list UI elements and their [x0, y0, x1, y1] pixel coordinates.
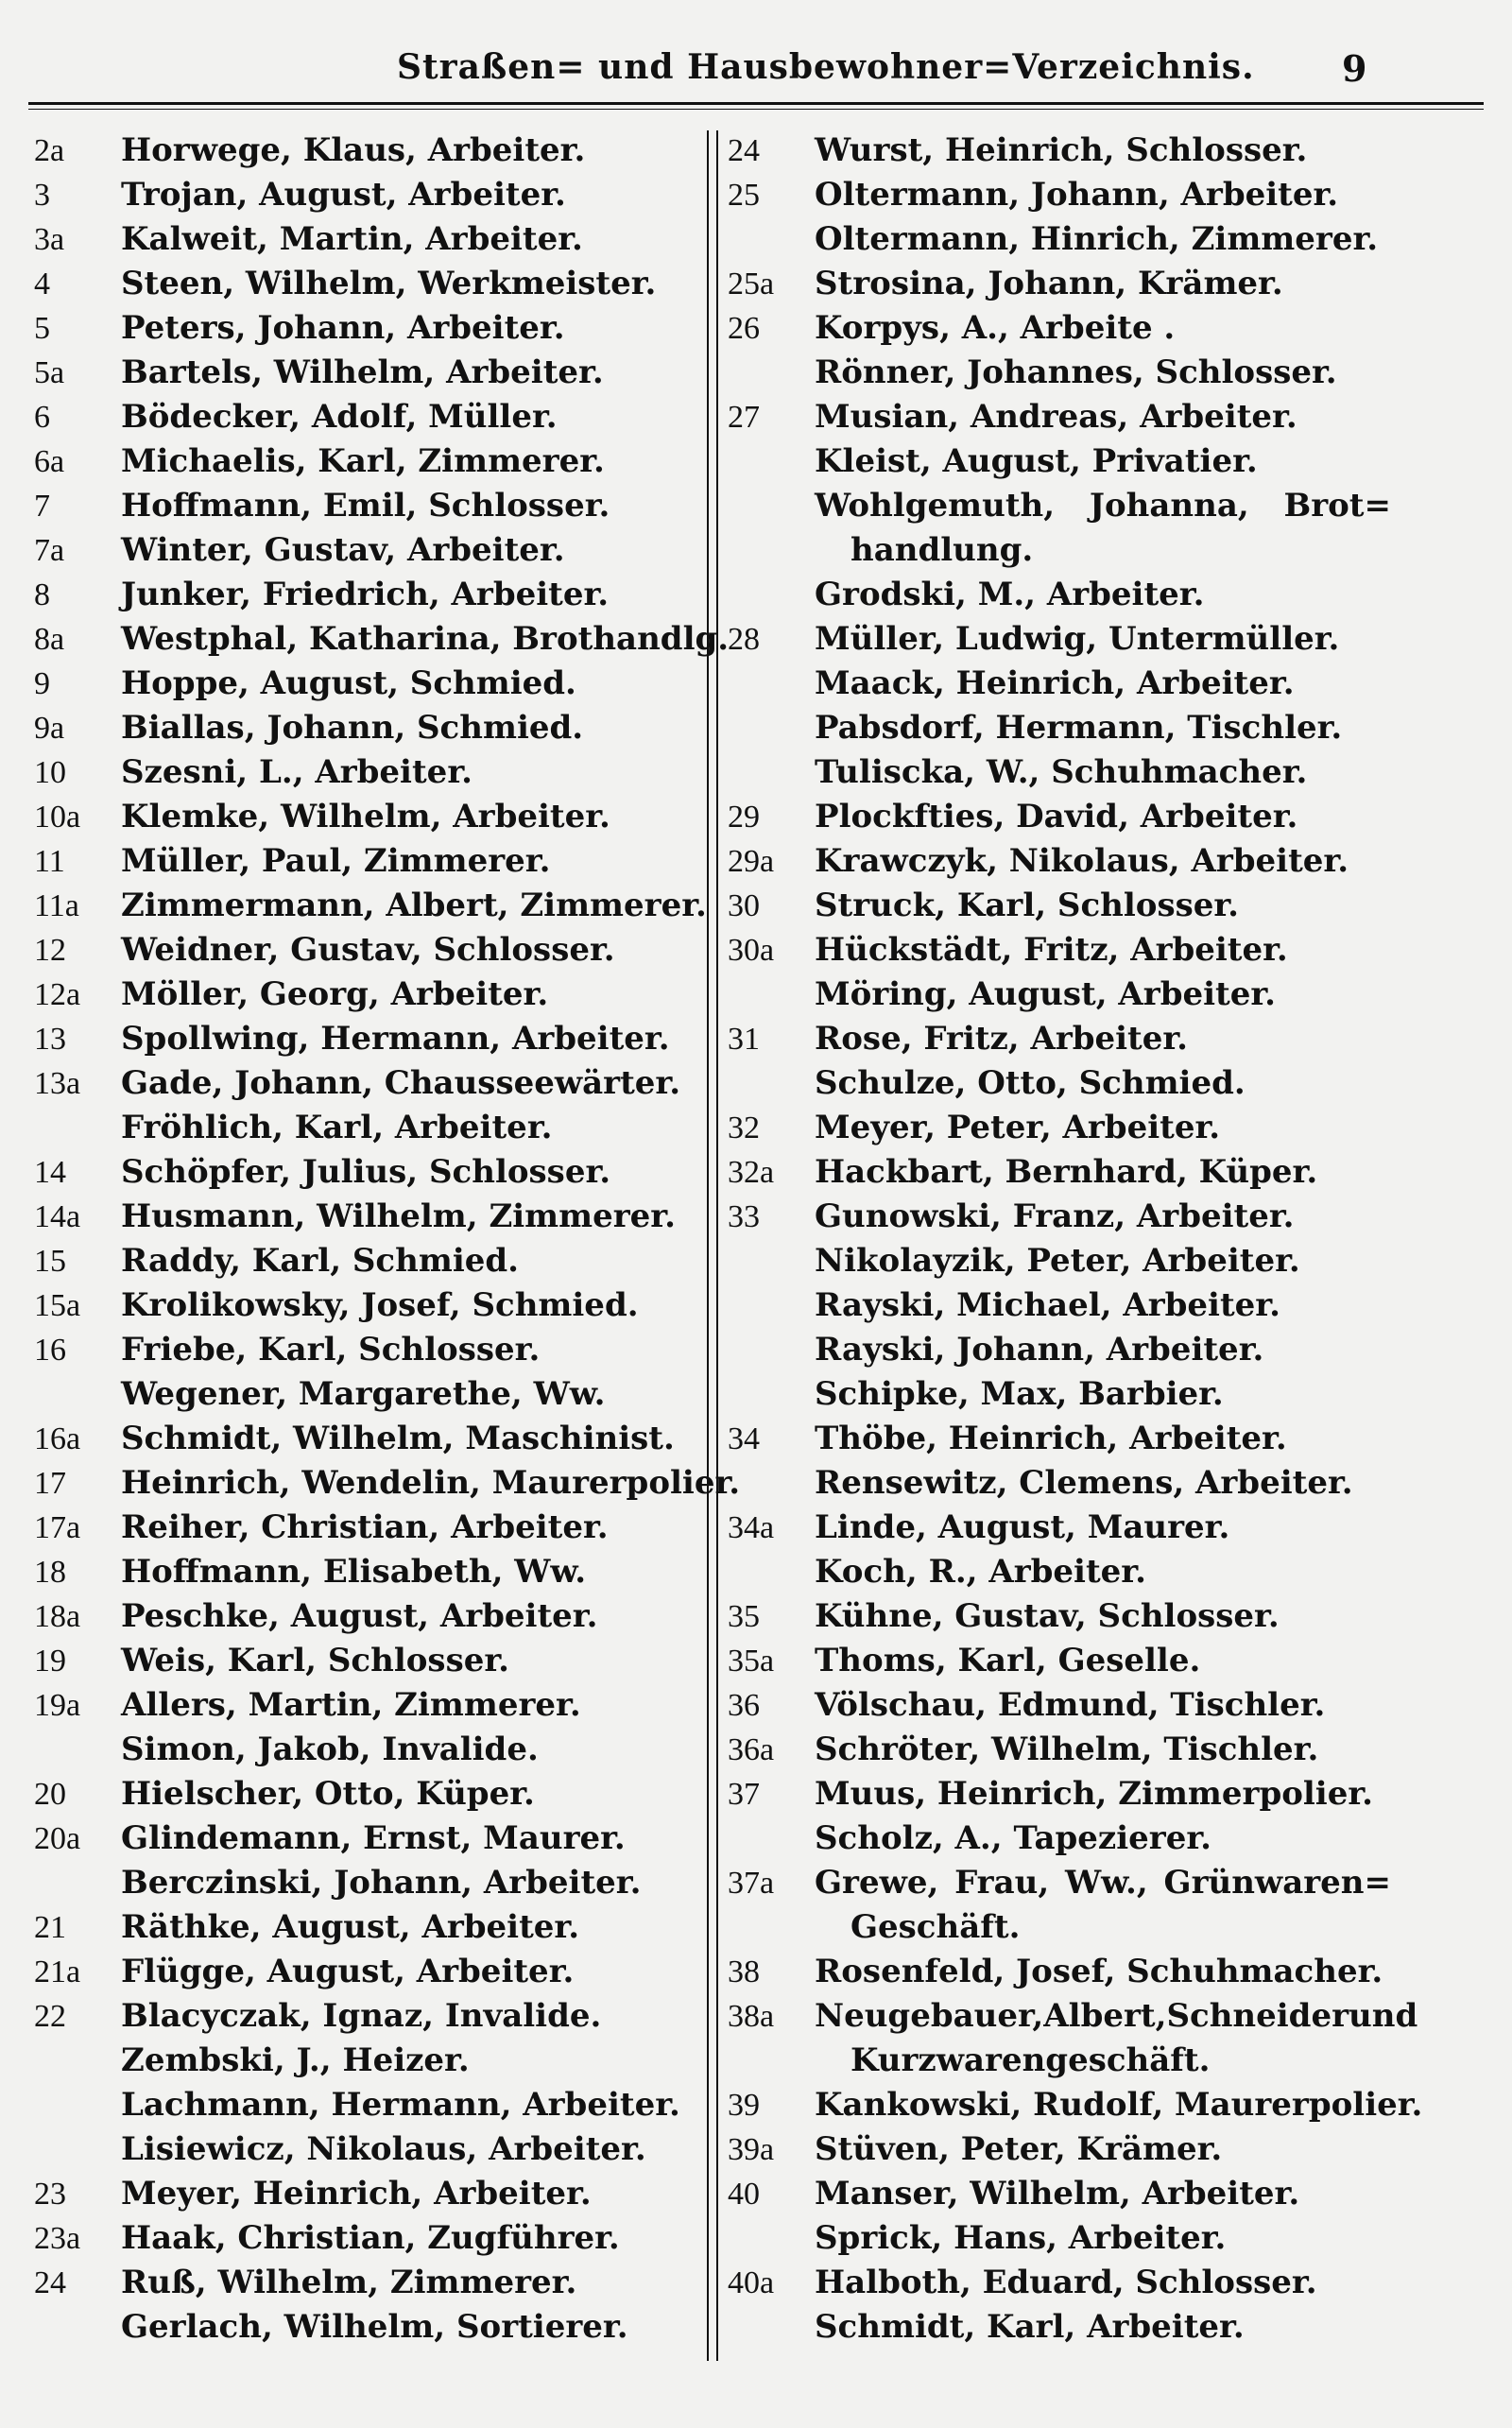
directory-entry: [34, 1639, 705, 1683]
directory-entry: [34, 1150, 705, 1195]
house-number: 16: [34, 1333, 66, 1368]
directory-entry: [34, 750, 705, 795]
resident-text: Ruß, Wilhelm, Zimmerer.: [121, 2264, 577, 2301]
house-number: 3a: [34, 222, 65, 257]
resident-text: Husmann, Wilhelm, Zimmerer.: [121, 1197, 676, 1235]
house-number: 39a: [728, 2132, 775, 2167]
resident-text: Linde, August, Maurer.: [815, 1508, 1230, 1546]
house-number: 16a: [34, 1421, 81, 1456]
house-number: 36a: [728, 1732, 775, 1767]
directory-entry: [34, 2172, 705, 2216]
resident-text: Koch, R., Arbeiter.: [815, 1553, 1146, 1591]
directory-entry: [34, 1461, 741, 1506]
resident-text: Schmidt, Karl, Arbeiter.: [815, 2308, 1245, 2346]
directory-entry: [728, 217, 1399, 262]
directory-entry: [34, 662, 705, 706]
resident-text: Scholz, A., Tapezierer.: [815, 1819, 1211, 1857]
directory-entry: [34, 129, 705, 173]
resident-text: Völschau, Edmund, Tischler.: [815, 1686, 1326, 1724]
header-rule: [28, 102, 1484, 110]
house-number: 14: [34, 1155, 66, 1190]
house-number: 18: [34, 1555, 66, 1590]
house-number: 11a: [34, 888, 79, 923]
directory-entry: [34, 351, 705, 395]
resident-text: Möring, August, Arbeiter.: [815, 975, 1277, 1013]
resident-text: Junker, Friedrich, Arbeiter.: [121, 576, 610, 613]
directory-entry: [728, 1506, 1399, 1550]
resident-text: Lachmann, Hermann, Arbeiter.: [121, 2086, 680, 2124]
resident-text: Müller, Ludwig, Untermüller.: [815, 620, 1340, 658]
house-number: 34a: [728, 1510, 775, 1545]
resident-text-word: und: [1349, 1997, 1418, 2035]
house-number: 12: [34, 933, 66, 968]
resident-text: Berczinski, Johann, Arbeiter.: [121, 1864, 642, 1902]
resident-text: Gade, Johann, Chausseewärter.: [121, 1064, 681, 1102]
directory-entry: [34, 1195, 705, 1239]
resident-text-word: Brot=: [1283, 487, 1391, 525]
directory-entry: [728, 439, 1399, 484]
directory-entry: [34, 2039, 705, 2083]
directory-entry: [34, 1283, 705, 1328]
directory-entry: [34, 1950, 705, 1994]
directory-entry: [34, 1328, 705, 1372]
resident-text: Weidner, Gustav, Schlosser.: [121, 931, 615, 969]
resident-text: Glindemann, Ernst, Maurer.: [121, 1819, 626, 1857]
resident-text: Steen, Wilhelm, Werkmeister.: [121, 265, 657, 302]
house-number: 30: [728, 888, 760, 923]
resident-text: Thoms, Karl, Geselle.: [815, 1642, 1201, 1679]
directory-entry: [34, 1683, 705, 1728]
resident-text: Grodski, M., Arbeiter.: [815, 576, 1205, 613]
directory-entry: [34, 1017, 705, 1061]
directory-entry: [728, 750, 1399, 795]
resident-text: Oltermann, Johann, Arbeiter.: [815, 176, 1339, 214]
directory-entry: [728, 1861, 1399, 1905]
directory-entry: [728, 1150, 1399, 1195]
resident-text: Thöbe, Heinrich, Arbeiter.: [815, 1420, 1287, 1457]
resident-text: Hückstädt, Fritz, Arbeiter.: [815, 931, 1288, 969]
resident-text: Meyer, Heinrich, Arbeiter.: [121, 2175, 592, 2213]
house-number: 27: [728, 400, 760, 435]
house-number: 21a: [34, 1954, 81, 1989]
resident-text: Pabsdorf, Hermann, Tischler.: [815, 709, 1343, 747]
resident-text: Geschäft.: [850, 1908, 1021, 1946]
resident-text: Trojan, August, Arbeiter.: [121, 176, 566, 214]
house-number: 8a: [34, 622, 65, 657]
directory-entry: [34, 1728, 705, 1772]
resident-text: Krawczyk, Nikolaus, Arbeiter.: [815, 842, 1349, 880]
resident-text: Musian, Andreas, Arbeiter.: [815, 398, 1297, 436]
page-header: [0, 38, 1512, 113]
resident-text: Hackbart, Bernhard, Küper.: [815, 1153, 1318, 1191]
directory-entry: [728, 795, 1399, 839]
directory-entry: [34, 1550, 705, 1594]
resident-text-word: Frau,: [954, 1864, 1050, 1902]
resident-text: Szesni, L., Arbeiter.: [121, 753, 472, 791]
resident-text: Plockfties, David, Arbeiter.: [815, 798, 1298, 835]
resident-text: Schröter, Wilhelm, Tischler.: [815, 1731, 1319, 1768]
directory-entry: [34, 1594, 705, 1639]
house-number: 33: [728, 1199, 760, 1234]
house-number: 28: [728, 622, 760, 657]
directory-entry: [34, 1772, 705, 1817]
house-number: 20a: [34, 1821, 81, 1856]
resident-text: Bartels, Wilhelm, Arbeiter.: [121, 353, 604, 391]
house-number: 32: [728, 1111, 760, 1145]
resident-text: Schmidt, Wilhelm, Maschinist.: [121, 1420, 675, 1457]
directory-entry: [34, 839, 705, 884]
directory-entry: [728, 129, 1399, 173]
house-number: 35a: [728, 1644, 775, 1679]
directory-entry: [728, 573, 1399, 617]
directory-entry: [34, 484, 705, 528]
resident-text: Flügge, August, Arbeiter.: [121, 1953, 575, 1990]
directory-entry: [728, 1461, 1399, 1506]
directory-entry: [34, 1905, 705, 1950]
house-number: 18a: [34, 1599, 81, 1634]
directory-entry: [34, 1372, 705, 1417]
house-number: 19: [34, 1644, 66, 1679]
resident-text: Kühne, Gustav, Schlosser.: [815, 1597, 1280, 1635]
resident-text: Kurzwarengeschäft.: [850, 2041, 1211, 2079]
house-number: 6: [34, 400, 50, 435]
directory-entry: [34, 1239, 705, 1283]
resident-text: Blacyczak, Ignaz, Invalide.: [121, 1997, 602, 2035]
house-number: 23: [34, 2177, 66, 2212]
resident-text: Räthke, August, Arbeiter.: [121, 1908, 580, 1946]
house-number: 13: [34, 1022, 66, 1057]
resident-text: Halboth, Eduard, Schlosser.: [815, 2264, 1317, 2301]
resident-text-word: Schneider: [1166, 1997, 1349, 2035]
directory-entry: [728, 617, 1399, 662]
resident-text: Schöpfer, Julius, Schlosser.: [121, 1153, 611, 1191]
house-number: 24: [34, 2265, 66, 2300]
resident-text: Wurst, Heinrich, Schlosser.: [815, 131, 1308, 169]
resident-text: Schulze, Otto, Schmied.: [815, 1064, 1246, 1102]
directory-entry: [728, 2172, 1399, 2216]
house-number: 9a: [34, 711, 65, 746]
house-number: 38a: [728, 1999, 775, 2034]
resident-text: Kalweit, Martin, Arbeiter.: [121, 220, 583, 258]
resident-text: Bödecker, Adolf, Müller.: [121, 398, 558, 436]
resident-text: Krolikowsky, Josef, Schmied.: [121, 1286, 639, 1324]
house-number: 24: [728, 133, 760, 168]
resident-text: Zembski, J., Heizer.: [121, 2041, 470, 2079]
resident-text: handlung.: [850, 531, 1034, 569]
column-divider: [707, 130, 718, 2361]
resident-text: Möller, Georg, Arbeiter.: [121, 975, 549, 1013]
house-number: 3: [34, 178, 50, 213]
directory-entry: [34, 2216, 705, 2261]
house-number: 8: [34, 577, 50, 612]
directory-entry: [728, 973, 1399, 1017]
directory-entry: [34, 528, 705, 573]
resident-text: Wegener, Margarethe, Ww.: [121, 1375, 606, 1413]
house-number: 2a: [34, 133, 65, 168]
directory-entry: [34, 928, 705, 973]
house-number: 4: [34, 267, 50, 301]
resident-text: Nikolayzik, Peter, Arbeiter.: [815, 1242, 1300, 1280]
resident-text: Schipke, Max, Barbier.: [815, 1375, 1224, 1413]
resident-text: Kankowski, Rudolf, Maurerpolier.: [815, 2086, 1423, 2124]
directory-entry: [34, 395, 705, 439]
resident-text: Tuliscka, W., Schuhmacher.: [815, 753, 1308, 791]
house-number: 21: [34, 1910, 66, 1945]
resident-text: Peters, Johann, Arbeiter.: [121, 309, 565, 347]
directory-entry: [728, 1328, 1399, 1372]
resident-text: Hoppe, August, Schmied.: [121, 664, 576, 702]
house-number: 29a: [728, 844, 775, 879]
resident-text: [815, 1994, 1418, 2039]
house-number: 40a: [728, 2265, 775, 2300]
directory-entry: [728, 2127, 1399, 2172]
house-number: 39: [728, 2088, 760, 2123]
house-number: 5: [34, 311, 50, 346]
page-title: Straßen= und Hausbewohner=Verzeichnis.: [397, 47, 1255, 87]
directory-entry: [728, 1106, 1399, 1150]
house-number: 9: [34, 666, 50, 701]
house-number: 17a: [34, 1510, 81, 1545]
resident-text: Rose, Fritz, Arbeiter.: [815, 1020, 1189, 1058]
house-number: 40: [728, 2177, 760, 2212]
resident-text: Oltermann, Hinrich, Zimmerer.: [815, 220, 1379, 258]
resident-text: Manser, Wilhelm, Arbeiter.: [815, 2175, 1300, 2213]
resident-text: Reiher, Christian, Arbeiter.: [121, 1508, 609, 1546]
directory-entry: [34, 884, 705, 928]
resident-text: Allers, Martin, Zimmerer.: [121, 1686, 581, 1724]
resident-text: [815, 1861, 1391, 1905]
directory-entry: [728, 1950, 1399, 1994]
directory-entry: [728, 839, 1399, 884]
resident-text-word: Grewe,: [815, 1864, 939, 1902]
directory-entry: [728, 1905, 1399, 1950]
resident-text: Rayski, Johann, Arbeiter.: [815, 1331, 1264, 1369]
directory-entry: [34, 573, 705, 617]
house-number: 20: [34, 1777, 66, 1812]
directory-entry: [34, 1506, 705, 1550]
directory-entry: [34, 2127, 705, 2172]
house-number: 36: [728, 1688, 760, 1723]
resident-text: Rayski, Michael, Arbeiter.: [815, 1286, 1280, 1324]
resident-text: Rensewitz, Clemens, Arbeiter.: [815, 1464, 1353, 1502]
resident-text: Hoffmann, Emil, Schlosser.: [121, 487, 610, 525]
directory-entry: [728, 1772, 1399, 1817]
house-number: 14a: [34, 1199, 81, 1234]
resident-text: Spollwing, Hermann, Arbeiter.: [121, 1020, 670, 1058]
directory-entry: [728, 2039, 1399, 2083]
directory-entry: [728, 1283, 1399, 1328]
directory-entry: [34, 617, 730, 662]
directory-entry: [34, 1106, 705, 1150]
directory-entry: [728, 1683, 1399, 1728]
resident-text: Raddy, Karl, Schmied.: [121, 1242, 519, 1280]
directory-entry: [728, 662, 1399, 706]
directory-entry: [728, 884, 1399, 928]
directory-entry: [34, 262, 705, 306]
resident-text: Klemke, Wilhelm, Arbeiter.: [121, 798, 610, 835]
resident-text: Kleist, August, Privatier.: [815, 442, 1258, 480]
directory-entry: [728, 1817, 1399, 1861]
directory-entry: [728, 306, 1399, 351]
directory-entry: [728, 1550, 1399, 1594]
directory-entry: [34, 173, 705, 217]
directory-entry: [728, 706, 1399, 750]
house-number: 5a: [34, 355, 65, 390]
resident-text: Weis, Karl, Schlosser.: [121, 1642, 509, 1679]
right-column: [728, 129, 1423, 2350]
directory-entry: [728, 351, 1399, 395]
house-number: 12a: [34, 977, 81, 1012]
house-number: 34: [728, 1421, 760, 1456]
directory-entry: [34, 1061, 705, 1106]
resident-text: Westphal, Katharina, Brothandlg.: [121, 620, 730, 658]
house-number: 26: [728, 311, 760, 346]
directory-entry: [728, 2261, 1399, 2305]
resident-text: Fröhlich, Karl, Arbeiter.: [121, 1109, 553, 1146]
directory-entry: [34, 1994, 705, 2039]
resident-text: [815, 484, 1391, 528]
directory-entry: [728, 1061, 1399, 1106]
house-number: 38: [728, 1954, 760, 1989]
directory-entry: [34, 2083, 705, 2127]
house-number: 7a: [34, 533, 65, 568]
directory-entry: [728, 2083, 1423, 2127]
house-number: 15a: [34, 1288, 81, 1323]
resident-text: Horwege, Klaus, Arbeiter.: [121, 131, 586, 169]
resident-text: Korpys, A., Arbeite .: [815, 309, 1176, 347]
resident-text: Zimmermann, Albert, Zimmerer.: [121, 887, 707, 924]
directory-entry: [728, 1372, 1399, 1417]
house-number: 35: [728, 1599, 760, 1634]
house-number: 31: [728, 1022, 760, 1057]
directory-entry: [728, 173, 1399, 217]
directory-entry: [728, 1994, 1418, 2039]
house-number: 19a: [34, 1688, 81, 1723]
page-number: 9: [1342, 47, 1367, 90]
directory-entry: [34, 2261, 705, 2305]
directory-entry: [728, 262, 1399, 306]
resident-text: Biallas, Johann, Schmied.: [121, 709, 584, 747]
resident-text: Sprick, Hans, Arbeiter.: [815, 2219, 1227, 2257]
directory-entry: [34, 1417, 705, 1461]
directory-entry: [728, 928, 1399, 973]
directory-entry: [728, 1594, 1399, 1639]
directory-entry: [34, 973, 705, 1017]
directory-entry: [34, 1861, 705, 1905]
resident-text: Gerlach, Wilhelm, Sortierer.: [121, 2308, 628, 2346]
directory-entry: [34, 1817, 705, 1861]
resident-text: Strosina, Johann, Krämer.: [815, 265, 1283, 302]
house-number: 17: [34, 1466, 66, 1501]
resident-text: Muus, Heinrich, Zimmerpolier.: [815, 1775, 1373, 1813]
house-number: 13a: [34, 1066, 81, 1101]
resident-text-word: Grünwaren=: [1163, 1864, 1391, 1902]
resident-text: Struck, Karl, Schlosser.: [815, 887, 1240, 924]
house-number: 10a: [34, 800, 81, 835]
directory-entry: [728, 1239, 1399, 1283]
resident-text-word: Ww.,: [1065, 1864, 1148, 1902]
resident-text: Rosenfeld, Josef, Schuhmacher.: [815, 1953, 1383, 1990]
house-number: 25a: [728, 267, 775, 301]
house-number: 29: [728, 800, 760, 835]
resident-text: Rönner, Johannes, Schlosser.: [815, 353, 1337, 391]
resident-text: Maack, Heinrich, Arbeiter.: [815, 664, 1295, 702]
resident-text: Hoffmann, Elisabeth, Ww.: [121, 1553, 587, 1591]
house-number: 15: [34, 1244, 66, 1279]
left-column: [34, 129, 741, 2350]
resident-text: Michaelis, Karl, Zimmerer.: [121, 442, 605, 480]
house-number: 37: [728, 1777, 760, 1812]
resident-text: Peschke, August, Arbeiter.: [121, 1597, 598, 1635]
directory-entry: [728, 484, 1399, 528]
house-number: 32a: [728, 1155, 775, 1190]
house-number: 6a: [34, 444, 65, 479]
house-number: 30a: [728, 933, 775, 968]
directory-entry: [34, 2305, 705, 2350]
resident-text: Gunowski, Franz, Arbeiter.: [815, 1197, 1295, 1235]
house-number: 7: [34, 489, 50, 524]
house-number: 23a: [34, 2221, 81, 2256]
resident-text-word: Johanna,: [1089, 487, 1249, 525]
resident-text: Winter, Gustav, Arbeiter.: [121, 531, 565, 569]
house-number: 10: [34, 755, 66, 790]
directory-entry: [34, 217, 705, 262]
directory-entry: [728, 2305, 1399, 2350]
directory-entry: [34, 795, 705, 839]
house-number: 37a: [728, 1866, 775, 1901]
house-number: 11: [34, 844, 65, 879]
resident-text: Stüven, Peter, Krämer.: [815, 2130, 1223, 2168]
resident-text: Heinrich, Wendelin, Maurerpolier.: [121, 1464, 741, 1502]
resident-text: Hielscher, Otto, Küper.: [121, 1775, 535, 1813]
directory-entry: [34, 439, 705, 484]
directory-entry: [34, 306, 705, 351]
house-number: 25: [728, 178, 760, 213]
directory-entry: [728, 2216, 1399, 2261]
resident-text-word: Wohlgemuth,: [815, 487, 1056, 525]
resident-text: Müller, Paul, Zimmerer.: [121, 842, 551, 880]
resident-text: Meyer, Peter, Arbeiter.: [815, 1109, 1221, 1146]
directory-entry: [728, 1195, 1399, 1239]
directory-entry: [728, 1017, 1399, 1061]
resident-text: Lisiewicz, Nikolaus, Arbeiter.: [121, 2130, 646, 2168]
resident-text: Haak, Christian, Zugführer.: [121, 2219, 620, 2257]
directory-entry: [728, 1639, 1399, 1683]
directory-entry: [728, 1728, 1399, 1772]
resident-text: Friebe, Karl, Schlosser.: [121, 1331, 541, 1369]
directory-entry: [34, 706, 705, 750]
resident-text-word: Neugebauer,: [815, 1997, 1044, 2035]
directory-entry: [728, 1417, 1399, 1461]
resident-text-word: Albert,: [1043, 1997, 1167, 2035]
resident-text: Simon, Jakob, Invalide.: [121, 1731, 539, 1768]
directory-entry: [728, 528, 1399, 573]
directory-entry: [728, 395, 1399, 439]
house-number: 22: [34, 1999, 66, 2034]
